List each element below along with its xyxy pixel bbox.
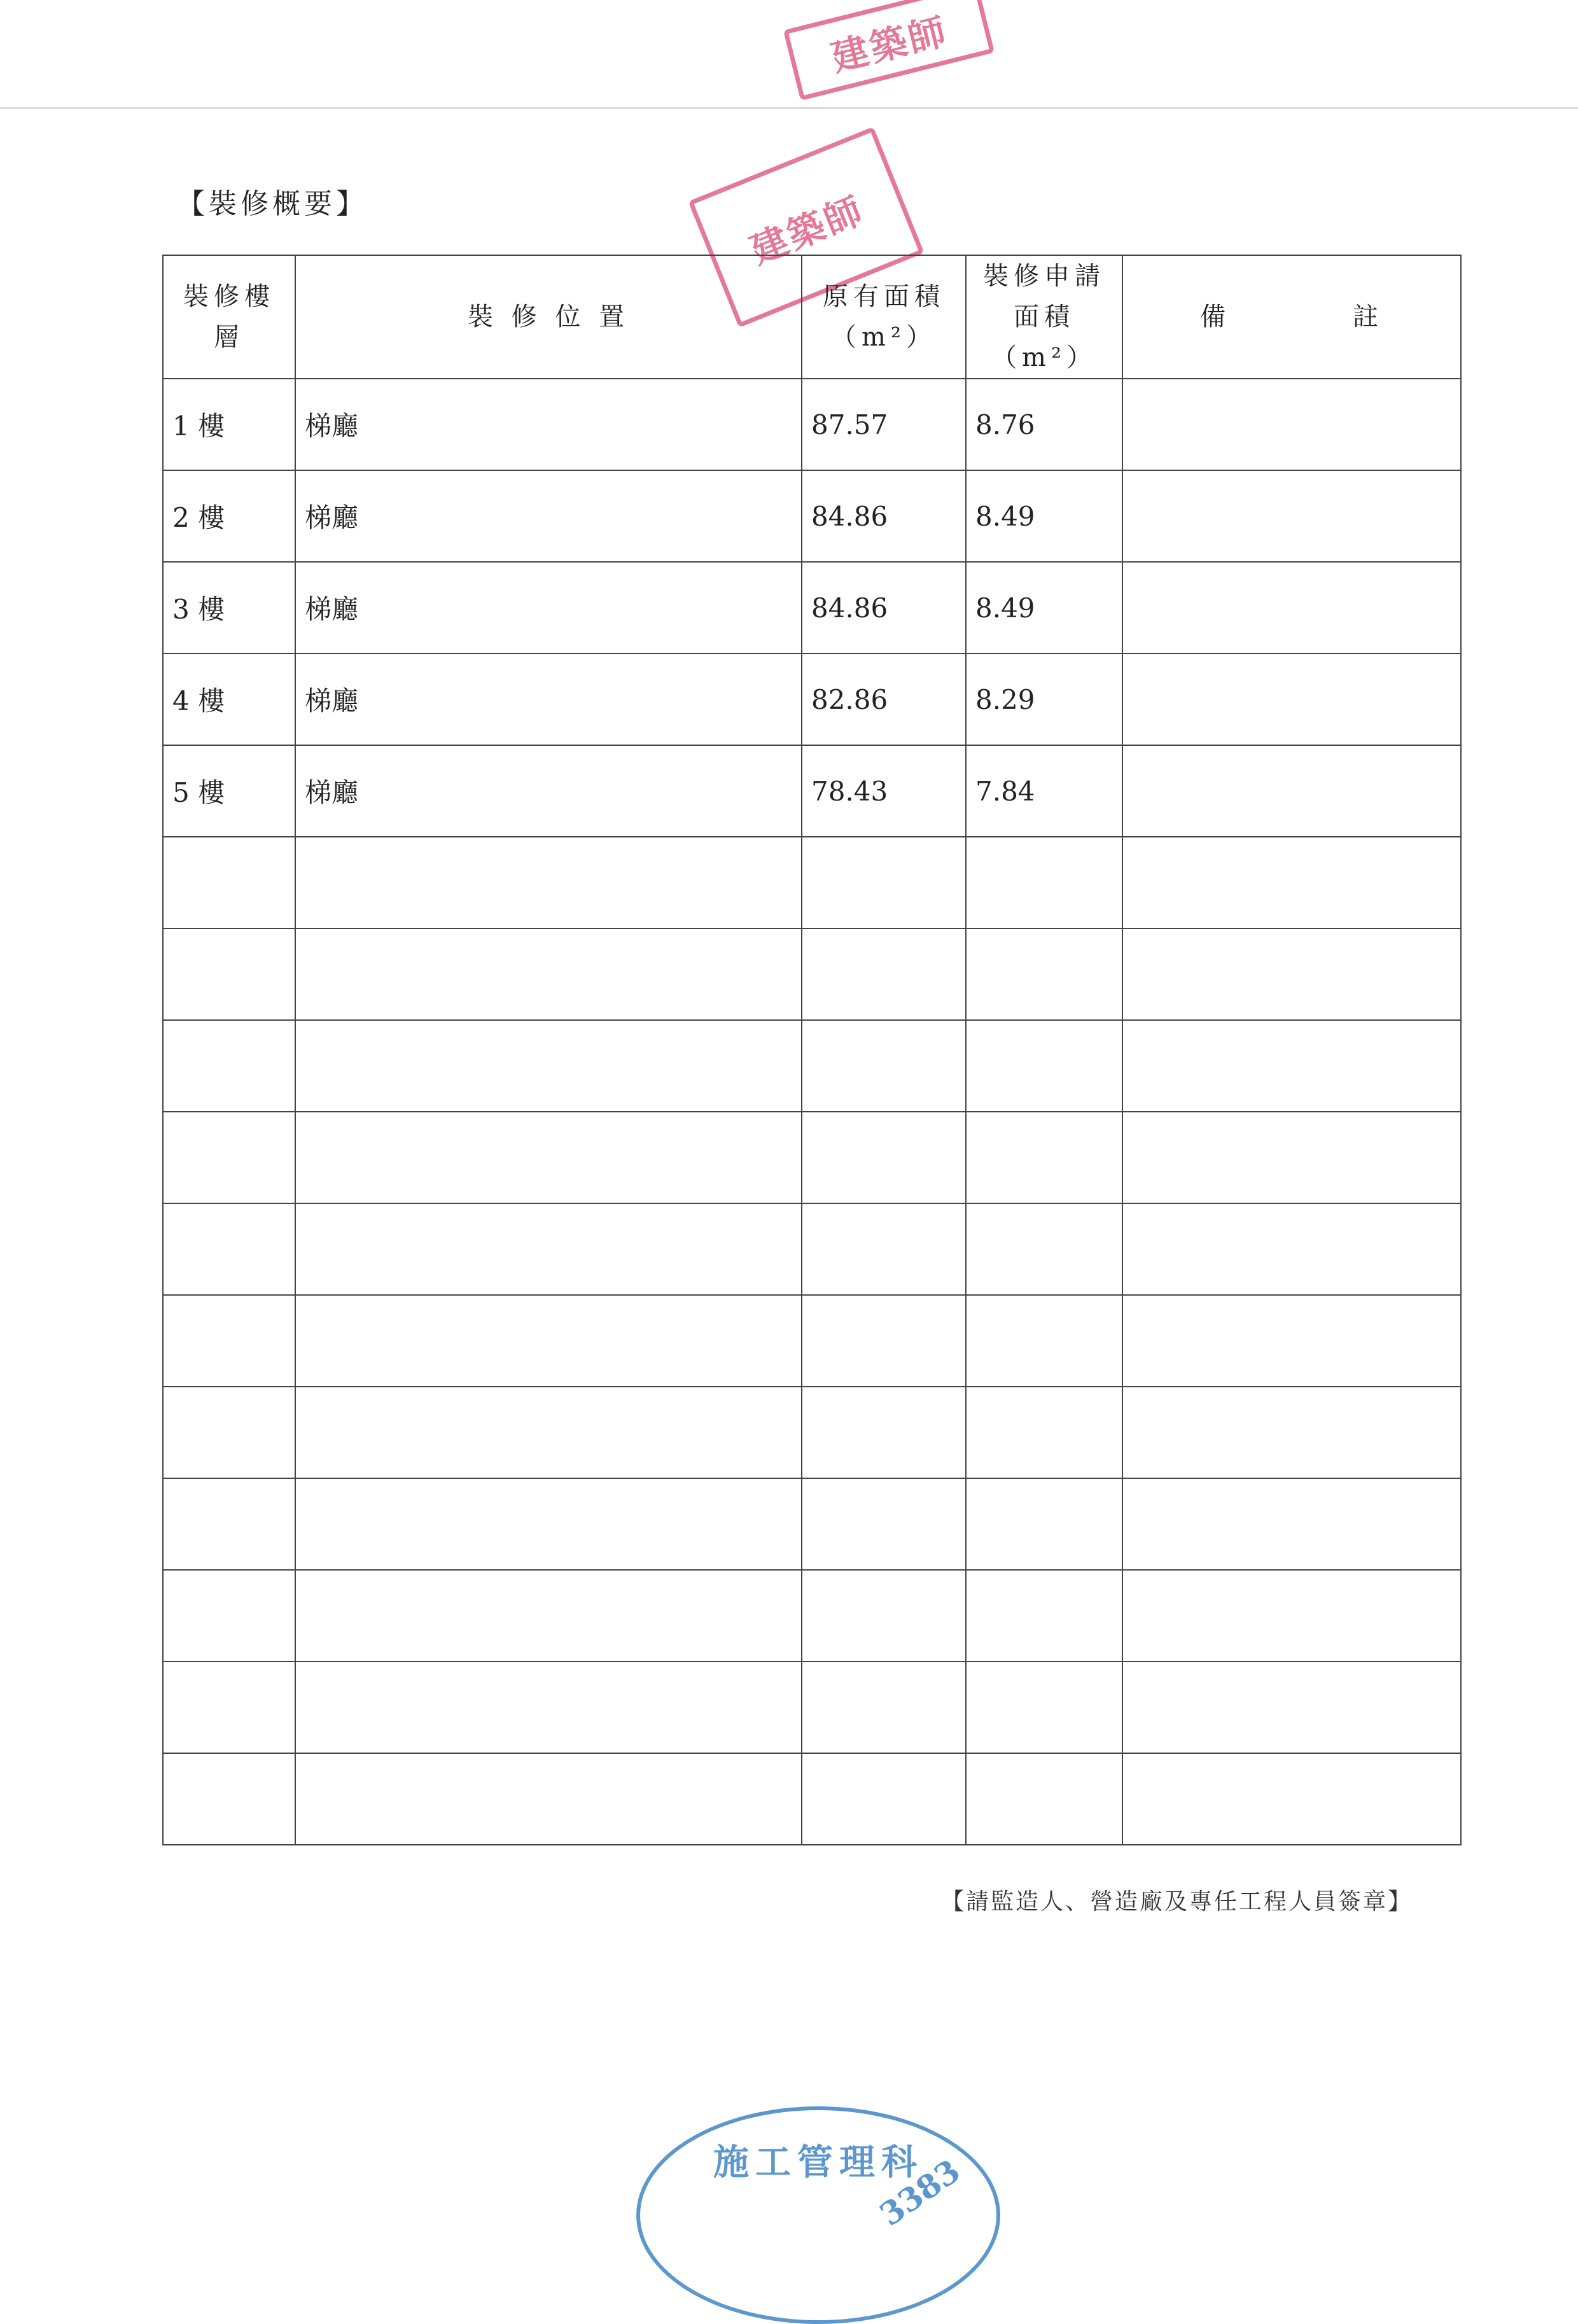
- original-area-cell: [802, 1387, 966, 1478]
- location-cell: [295, 1387, 802, 1478]
- applied-area-cell: [966, 1203, 1122, 1295]
- original-area-cell: [802, 928, 966, 1020]
- applied-area-cell: [966, 1112, 1122, 1203]
- remarks-cell: [1122, 562, 1461, 654]
- remarks-cell: [1122, 1112, 1461, 1203]
- section-title: 【裝修概要】: [177, 188, 368, 220]
- original-area-cell: 82.86: [802, 654, 966, 745]
- floor-cell: 5 樓: [163, 745, 295, 837]
- location-cell: 梯廳: [295, 745, 802, 837]
- original-area-cell: 84.86: [802, 562, 966, 654]
- table-row: [163, 1112, 1461, 1203]
- header-floor: 裝修樓層: [163, 255, 295, 379]
- applied-area-cell: [966, 1478, 1122, 1570]
- table-row: [163, 1662, 1461, 1753]
- signature-instruction: 【請監造人、營造廠及專任工程人員簽章】: [940, 1889, 1413, 1915]
- table-row: [163, 745, 1461, 837]
- seal-text: 施工管理科: [713, 2141, 923, 2183]
- architect-stamp-top-text: 建築師: [827, 9, 953, 80]
- applied-area-cell: [966, 1662, 1122, 1753]
- original-area-cell: 84.86: [802, 470, 966, 562]
- location-cell: [295, 1295, 802, 1387]
- applied-area-cell: [966, 928, 1122, 1020]
- table-row: [163, 1203, 1461, 1295]
- applied-area-cell: [966, 837, 1122, 928]
- table-row: [163, 1753, 1461, 1845]
- remarks-cell: [1122, 1020, 1461, 1112]
- table-row: [163, 928, 1461, 1020]
- floor-cell: [163, 1020, 295, 1112]
- renovation-summary-table: [162, 255, 1462, 1845]
- location-cell: 梯廳: [295, 654, 802, 745]
- original-area-cell: [802, 1112, 966, 1203]
- remarks-cell: [1122, 379, 1461, 470]
- location-cell: 梯廳: [295, 379, 802, 470]
- original-area-cell: [802, 1295, 966, 1387]
- floor-cell: [163, 1203, 295, 1295]
- floor-cell: [163, 837, 295, 928]
- architect-stamp-top: [783, 0, 995, 101]
- remarks-cell: [1122, 1662, 1461, 1753]
- applied-area-cell: 8.29: [966, 654, 1122, 745]
- applied-area-cell: [966, 1753, 1122, 1845]
- remarks-cell: [1122, 837, 1461, 928]
- original-area-cell: [802, 837, 966, 928]
- location-cell: [295, 1570, 802, 1662]
- floor-cell: 2 樓: [163, 470, 295, 562]
- floor-cell: [163, 1295, 295, 1387]
- seal-number: 3383: [872, 2152, 967, 2234]
- original-area-cell: [802, 1478, 966, 1570]
- original-area-cell: [802, 1020, 966, 1112]
- floor-cell: [163, 1753, 295, 1845]
- table-row: [163, 379, 1461, 470]
- floor-cell: [163, 1112, 295, 1203]
- remarks-cell: [1122, 654, 1461, 745]
- table-row: [163, 837, 1461, 928]
- construction-management-seal: [636, 2106, 1000, 2324]
- table-row: [163, 470, 1461, 562]
- applied-area-cell: 8.76: [966, 379, 1122, 470]
- header-location: 裝 修 位 置: [295, 255, 802, 379]
- applied-area-cell: [966, 1387, 1122, 1478]
- table-row: [163, 1570, 1461, 1662]
- applied-area-cell: 7.84: [966, 745, 1122, 837]
- remarks-cell: [1122, 1203, 1461, 1295]
- original-area-cell: [802, 1203, 966, 1295]
- location-cell: [295, 1662, 802, 1753]
- original-area-cell: [802, 1662, 966, 1753]
- architect-stamp-middle-text: 建築師: [744, 188, 870, 273]
- table-row: [163, 1478, 1461, 1570]
- applied-area-cell: [966, 1570, 1122, 1662]
- applied-area-cell: [966, 1295, 1122, 1387]
- location-cell: [295, 1020, 802, 1112]
- floor-cell: [163, 928, 295, 1020]
- scan-edge-line: [0, 107, 1578, 109]
- table-row: [163, 1387, 1461, 1478]
- applied-area-cell: 8.49: [966, 562, 1122, 654]
- remarks-cell: [1122, 470, 1461, 562]
- floor-cell: [163, 1570, 295, 1662]
- remarks-cell: [1122, 1387, 1461, 1478]
- table-row: [163, 562, 1461, 654]
- remarks-cell: [1122, 1570, 1461, 1662]
- header-remarks: 備 註: [1122, 255, 1461, 379]
- floor-cell: 4 樓: [163, 654, 295, 745]
- header-applied-area: 裝修申請面積（m²）: [966, 255, 1122, 379]
- applied-area-cell: [966, 1020, 1122, 1112]
- applied-area-cell: 8.49: [966, 470, 1122, 562]
- floor-cell: 3 樓: [163, 562, 295, 654]
- table-row: [163, 654, 1461, 745]
- remarks-cell: [1122, 1753, 1461, 1845]
- table-row: [163, 1295, 1461, 1387]
- original-area-cell: [802, 1570, 966, 1662]
- table-header-row: [163, 255, 1461, 379]
- remarks-cell: [1122, 1295, 1461, 1387]
- location-cell: [295, 1203, 802, 1295]
- floor-cell: [163, 1662, 295, 1753]
- original-area-cell: 87.57: [802, 379, 966, 470]
- location-cell: 梯廳: [295, 470, 802, 562]
- location-cell: [295, 837, 802, 928]
- location-cell: [295, 1112, 802, 1203]
- location-cell: [295, 928, 802, 1020]
- remarks-cell: [1122, 1478, 1461, 1570]
- table-row: [163, 1020, 1461, 1112]
- floor-cell: [163, 1387, 295, 1478]
- remarks-cell: [1122, 928, 1461, 1020]
- location-cell: 梯廳: [295, 562, 802, 654]
- original-area-cell: 78.43: [802, 745, 966, 837]
- floor-cell: [163, 1478, 295, 1570]
- original-area-cell: [802, 1753, 966, 1845]
- header-original-area: 原有面積（m²）: [802, 255, 966, 379]
- floor-cell: 1 樓: [163, 379, 295, 470]
- location-cell: [295, 1753, 802, 1845]
- location-cell: [295, 1478, 802, 1570]
- remarks-cell: [1122, 745, 1461, 837]
